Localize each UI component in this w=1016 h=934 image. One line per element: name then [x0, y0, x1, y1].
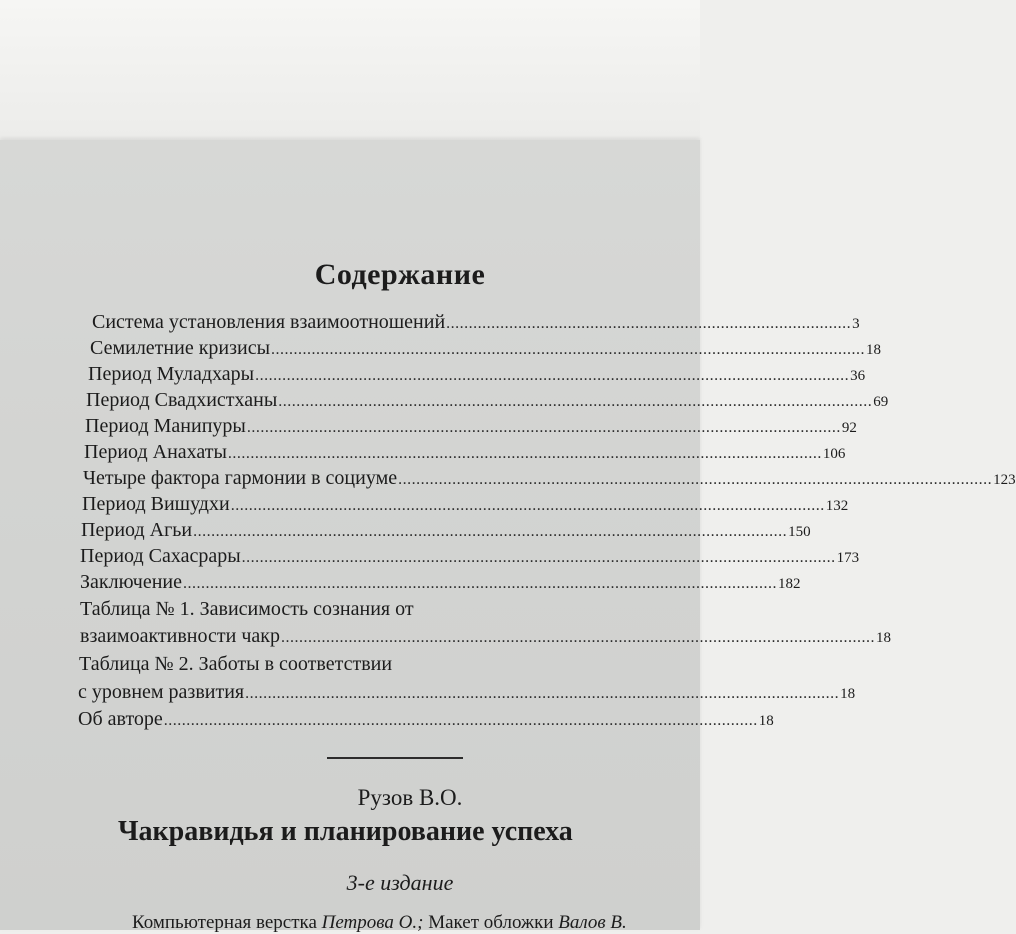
toc-entry-title: Период Вишудхи	[82, 493, 230, 515]
dot-leader: ....................................................................................................................................	[278, 393, 873, 410]
toc-entry-title: Об авторе	[78, 708, 163, 730]
toc-entry	[88, 362, 866, 388]
edition-label: 3-е издание	[346, 870, 454, 895]
toc-entry-page: 150	[788, 524, 811, 540]
toc-entry-page: 18	[866, 342, 882, 358]
toc-entry	[92, 310, 860, 336]
toc-entry-page: 18	[758, 713, 774, 729]
credits-name-cover: Валов В.	[558, 912, 627, 933]
credits-name-layout: Петрова О.;	[321, 912, 424, 933]
toc-entry-page: 106	[822, 446, 846, 462]
toc-entry-page: 18	[840, 686, 856, 702]
toc-entry-page: 36	[850, 368, 866, 384]
toc-entry-title: Период Муладхары	[88, 363, 255, 385]
book-page	[0, 140, 1016, 933]
toc-entry	[83, 466, 1016, 492]
toc-entry	[80, 544, 860, 570]
dot-leader: ....................................................................................................................................	[271, 341, 866, 358]
toc-entry	[78, 680, 856, 706]
toc-entry-title: взаимоактивности чакр	[80, 625, 280, 647]
toc-entry-page: 132	[825, 498, 849, 514]
toc-entry-page: 3	[852, 316, 860, 332]
dot-leader: ....................................................................................................................................	[245, 685, 840, 702]
toc-entry-title: Таблица № 1. Зависимость сознания от	[80, 598, 414, 620]
dot-leader: ....................................................................................................................................	[398, 471, 993, 488]
dot-leader: ....................................................................................................................................	[246, 419, 841, 436]
toc-entry-page: 182	[778, 576, 801, 592]
toc-entry	[80, 624, 891, 650]
toc-entry	[86, 388, 889, 414]
credits-line	[132, 912, 627, 934]
dot-leader: ....................................................................................................................................	[241, 549, 836, 566]
toc-entry	[84, 440, 846, 466]
toc-entry	[78, 707, 774, 733]
credits-label-cover: Макет обложки	[428, 912, 554, 933]
section-divider	[327, 757, 463, 759]
toc-entry-title: Семилетние кризисы	[90, 337, 271, 359]
toc-entry-title: Заключение	[80, 571, 182, 593]
toc-entry	[85, 414, 857, 440]
toc-entry-title: Период Свадхистханы	[86, 389, 278, 411]
dot-leader: ....................................................................................................................................	[280, 629, 875, 646]
toc-entry-page: 173	[836, 550, 860, 566]
toc-entry-title: с уровнем развития	[78, 681, 245, 703]
toc-entry-page: 123	[993, 472, 1016, 488]
dot-leader: ....................................................................................................................................	[193, 523, 788, 540]
toc-entry	[80, 570, 801, 596]
toc-entry-title: Система установления взаимоотношений	[92, 311, 446, 333]
author-name: Рузов В.О.	[357, 785, 463, 810]
toc-entry-page: 92	[841, 420, 857, 436]
toc-entry-title: Период Анахаты	[84, 441, 227, 463]
dot-leader: ..........................................................................................	[446, 315, 852, 332]
toc-entry-title: Четыре фактора гармонии в социуме	[83, 467, 398, 489]
toc-entry-title: Период Агьи	[81, 519, 193, 541]
book-title: Чакравидья и планирование успеха	[118, 816, 573, 847]
toc-entry-title: Период Манипуры	[85, 415, 246, 437]
toc-entry-page: 18	[875, 630, 891, 646]
toc-entry	[81, 518, 811, 544]
credits-label-layout: Компьютерная верстка	[132, 912, 317, 933]
toc-entry-title: Период Сахасрары	[80, 545, 241, 567]
background-surface	[0, 0, 700, 140]
toc-entry	[90, 336, 882, 362]
toc-entry-page: 69	[873, 394, 889, 410]
toc-entry	[80, 597, 414, 623]
dot-leader: ....................................................................................................................................	[163, 712, 758, 729]
dot-leader: ....................................................................................................................................	[183, 575, 777, 592]
toc-entry	[82, 492, 849, 518]
toc-entry	[79, 652, 392, 678]
dot-leader: ....................................................................................................................................	[227, 445, 822, 462]
dot-leader: ....................................................................................................................................	[230, 497, 825, 514]
dot-leader: ....................................................................................................................................	[255, 367, 850, 384]
toc-entry-title: Таблица № 2. Заботы в соответствии	[79, 653, 393, 675]
toc-heading: Содержание	[314, 258, 486, 291]
